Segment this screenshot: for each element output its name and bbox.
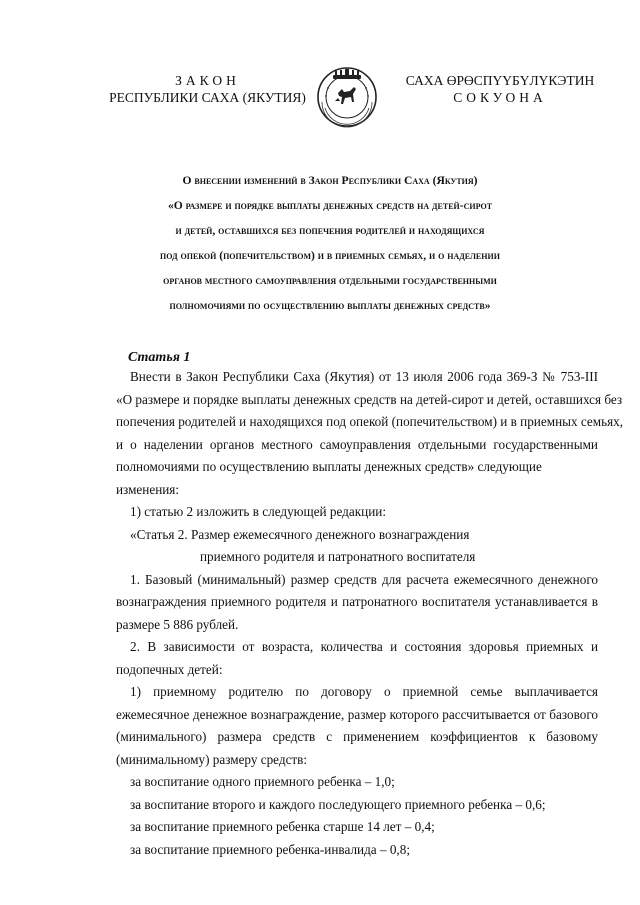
law-title-line: и детей, оставшихся без попечения родителей и находящихся <box>175 224 485 237</box>
paragraph-line: ежемесячное денежное вознаграждение, размер которого рассчитывается от базового <box>116 706 598 722</box>
header-yakut-republic: САХА ӨРӨСПҮҮБҮЛҮКЭТИН <box>405 73 595 88</box>
paragraph-line: вознаграждения приемного родителя и патронатного воспитателя устанавливается в <box>116 594 598 609</box>
paragraph-line: и о наделении органов местного самоуправления отдельными государственными <box>116 436 598 452</box>
paragraph-line: 1. Базовый (минимальный) размер средств для расчета ежемесячного денежного <box>130 571 598 587</box>
law-title-line: «О размере и порядке выплаты денежных средств на детей-сирот <box>167 199 493 212</box>
paragraph-line: 1) приемному родителю по договору о приемной семье выплачивается <box>130 684 598 699</box>
paragraph-line: размере 5 886 рублей. <box>116 616 239 632</box>
paragraph-line: (минимальному) размеру средств: <box>116 751 308 767</box>
paragraph-line: 2. В зависимости от возраста, количества и состояния здоровья приемных и <box>130 639 598 654</box>
amendment-item: 1) статью 2 изложить в следующей редакции: <box>130 504 386 519</box>
law-body <box>116 366 624 861</box>
coefficient-item: за воспитание приемного ребенка-инвалида – 0,8; <box>130 841 410 857</box>
law-title-line: органов местного самоуправления отдельными государственными <box>163 274 497 287</box>
law-title <box>60 168 600 318</box>
coefficient-item: за воспитание приемного ребенка старше 14 лет – 0,4; <box>130 819 435 834</box>
article-heading: Статья 1 <box>128 350 191 365</box>
paragraph-line: подопечных детей: <box>116 661 223 677</box>
header-yakut-law-word: СОКУОНА <box>453 90 547 105</box>
law-title-line: О внесении изменений в Закон Республики Саха (Якутия) <box>182 174 478 187</box>
header-left <box>100 72 315 106</box>
header-republic-name: РЕСПУБЛИКИ САХА (ЯКУТИЯ) <box>109 90 306 105</box>
header-law-word: ЗАКОН <box>175 73 240 88</box>
law-title-line: под опекой (попечительством) и в приемных семьях, и о наделении <box>160 249 500 262</box>
paragraph-line: «О размере и порядке выплаты денежных средств на детей-сирот и детей, оставшихся без <box>116 391 623 407</box>
coat-of-arms-icon <box>316 66 378 128</box>
coefficient-item: за воспитание одного приемного ребенка – 1,0; <box>130 774 395 789</box>
paragraph-line: попечения родителей и находящихся под опекой (попечительством) и в приемных семьях, <box>116 414 624 429</box>
header-right <box>395 72 605 106</box>
paragraph-line: полномочиями по осуществлению выплаты денежных средств» следующие изменения: <box>116 459 542 497</box>
paragraph-line: Внести в Закон Республики Саха (Якутия) от 13 июля 2006 года 369-З № 753-III <box>130 369 598 384</box>
paragraph-line: (минимального) размера средств с применением коэффициентов к базовому <box>116 729 598 744</box>
article-2-title: «Статья 2. Размер ежемесячного денежного вознаграждения <box>130 526 470 542</box>
coefficient-item: за воспитание второго и каждого последующего приемного ребенка – 0,6; <box>130 796 546 812</box>
law-title-line: полномочиями по осуществлению выплаты денежных средств» <box>169 299 491 312</box>
article-2-title-cont: приемного родителя и патронатного воспитателя <box>200 549 476 564</box>
